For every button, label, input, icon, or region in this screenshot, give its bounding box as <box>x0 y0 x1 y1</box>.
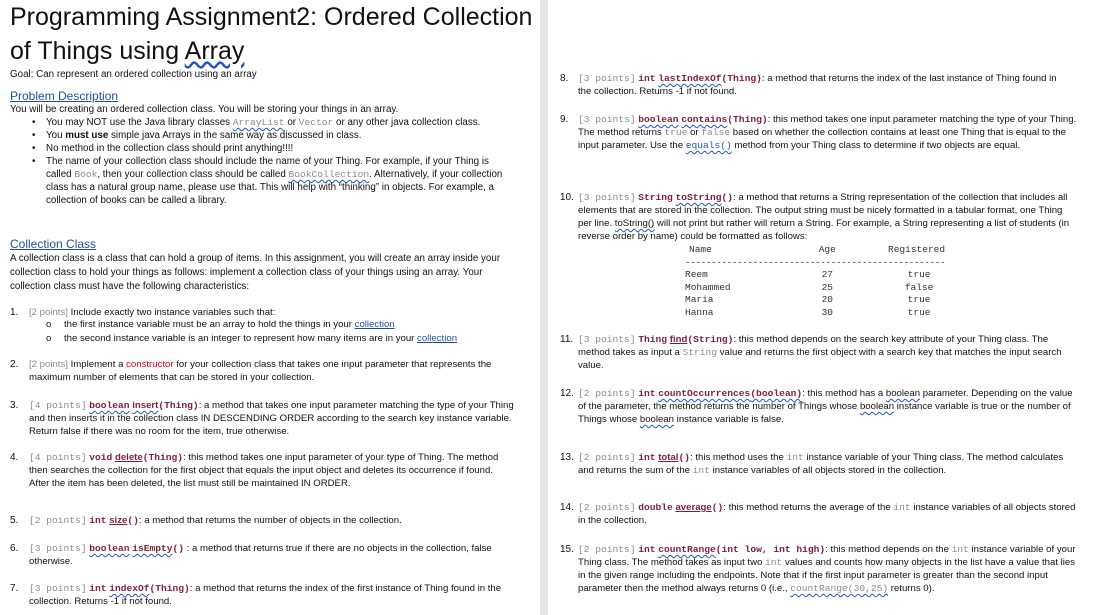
table-cell: Hanna <box>685 306 714 318</box>
bullet-item: • You may NOT use the Java library classes ArrayList or Vector or any other java collection class. <box>10 116 510 129</box>
item-1-sub-b: the second instance variable is an integer to represent how many items are in your collection <box>64 333 458 344</box>
bullet-item: • You must use simple java Arrays in the same way as discussed in class. <box>10 129 510 142</box>
goal-text: Goal: Can represent an ordered collection using an array <box>10 69 257 80</box>
item-number: 8. <box>560 73 569 84</box>
collection-heading: Collection Class <box>10 237 97 251</box>
problem-intro: You will be creating an ordered collection class. You will be storing your things in an array. <box>10 104 399 115</box>
item-number: 11. <box>560 334 574 345</box>
item-11: [3 points] Thing find(String): this method depends on the search key attribute of your Thing class. The method takes as input a String value and returns the first object with a search key that matches the input search value. <box>578 334 1062 371</box>
table-header: Registered <box>888 244 946 255</box>
table-cell: 27 <box>821 269 833 280</box>
table-cell: Mohammed <box>685 281 731 293</box>
student-table <box>685 244 945 319</box>
item-14: [2 points] double average(): this method returns the average of the int instance variables of all objects stored in the collection. <box>578 502 1076 526</box>
item-9: [3 points] boolean contains(Thing): this method takes one input parameter matching the type of your Thing. The method returns true or false based on whether the collection contains at least one Thing that is equal to the input parameter. Use the equals() method from your Thing class to determine if two objects are equal. <box>578 114 1077 151</box>
table-separator-row <box>685 257 945 270</box>
item-6: [3 points] boolean isEmpty() : a method that returns true if there are no objects in the collection, false otherwise. <box>29 543 492 567</box>
item-2: [2 points] Implement a constructor for your collection class that takes one input parameter that represents the maximum number of elements that can be stored in your collection. <box>29 359 492 383</box>
item-number: 6. <box>10 543 19 554</box>
table-row <box>685 307 945 320</box>
table-cell: 30 <box>821 306 833 318</box>
page-title: Programming Assignment2: Ordered Collection of Things using Array <box>10 3 533 65</box>
table-separator: -------------------------------------------------- <box>685 256 946 268</box>
item-number: 10. <box>560 192 574 203</box>
problem-heading: Problem Description <box>10 89 119 103</box>
item-number: 5. <box>10 515 19 526</box>
item-number: 7. <box>10 583 19 594</box>
item-number: 14. <box>560 502 574 513</box>
item-3: [4 points] boolean insert(Thing): a method that takes one input parameter matching the type of your Thing and then inserts it in the collection class IN DESCENDING ORDER according to the search key instance variable. Return false if there was no room for the item, true otherwise. <box>29 400 514 437</box>
table-row <box>685 282 945 295</box>
problem-bullets <box>10 116 510 207</box>
table-header-row <box>685 244 945 257</box>
item-5: [2 points] int size(): a method that returns the number of objects in the collection. <box>29 515 402 526</box>
table-row <box>685 294 945 307</box>
item-number: 3. <box>10 400 19 411</box>
table-row <box>685 269 945 282</box>
item-number: 2. <box>10 359 19 370</box>
item-7: [3 points] int indexOf(Thing): a method that returns the index of the first instance of Thing found in the collection. Returns -1 if not found. <box>29 583 502 607</box>
item-number: 1. <box>10 307 19 318</box>
bullet-item: • The name of your collection class should include the name of your Thing. For example, if your Thing is called Book, then your collection class should be called BookCollection. Alternatively, if your collection class has a natural group name, please use that. This will help with “thinking” in objects. For example, a collection of books can be called a library. <box>10 155 510 207</box>
bullet-item: • No method in the collection class should print anything!!!! <box>10 142 510 155</box>
item-15: [2 points] int countRange(int low, int high): this method depends on the int instance variable of your Thing class. The method takes as input two int values and counts how many objects in the list have a value that lies in the given range including the endpoints. Note that if the first input parameter is greater than the second input parameter then the method always returns 0 (i.e., countRange(30,25) returns 0). <box>578 544 1076 594</box>
table-header: Name <box>689 244 712 255</box>
table-cell: 25 <box>821 281 833 293</box>
item-1: [2 points] Include exactly two instance variables such that: <box>29 307 276 318</box>
item-10: [3 points] String toString(): a method that returns a String representation of the collection that includes all elements that are stored in the collection. The output string must be nicely formatted in a tabular format, one Thing per line. toString() will not print but rather will return a String. For example, a String representing a list of students (in reverse order by name) could be formatted as follows: <box>578 192 1070 242</box>
item-12: [2 points] int countOccurrences(boolean): this method has a boolean parameter. Depending on the value of the parameter, the method returns the number of Things whose boolean instance variable is true or the number of Things whose boolean instance variable is false. <box>578 388 1073 425</box>
item-1-sub-a: the first instance variable must be an array to hold the things in your collection <box>64 319 395 330</box>
item-4: [4 points] void delete(Thing): this method takes one input parameter of your type of Thing. The method then searches the collection for the first object that equals the input object and deletes its occurrence if found. After the item has been deleted, the list must still be maintained IN ORDER. <box>29 452 499 489</box>
item-number: 9. <box>560 114 569 125</box>
table-cell: 20 <box>821 294 833 305</box>
item-number: 15. <box>560 544 574 555</box>
item-number: 4. <box>10 452 19 463</box>
item-8: [3 points] int lastIndexOf(Thing): a method that returns the index of the last instance of Thing found in the collection. Returns -1 if not found. <box>578 73 1057 97</box>
table-cell: true <box>907 269 931 280</box>
table-cell: true <box>907 294 931 305</box>
item-number: 12. <box>560 388 574 399</box>
table-cell: Reem <box>685 269 708 280</box>
table-cell: true <box>907 306 931 318</box>
sub-bullet-marker: o <box>46 319 52 330</box>
item-number: 13. <box>560 452 574 463</box>
table-header: Age <box>818 244 836 255</box>
table-cell: Maria <box>685 294 714 305</box>
item-13: [2 points] int total(): this method uses the int instance variable of your Thing class. The method calculates and returns the sum of the int instance variables of all objects stored in the collection. <box>578 452 1064 476</box>
collection-text: A collection class is a class that can hold a group of items. In this assignment, you will create an array inside your collection class to hold your things as follows: implement a collection class of your things using an array. Your collection class must have the following characteristics: <box>10 253 501 292</box>
left-page <box>0 0 540 615</box>
sub-bullet-marker: o <box>46 333 52 344</box>
table-cell: false <box>904 281 934 293</box>
